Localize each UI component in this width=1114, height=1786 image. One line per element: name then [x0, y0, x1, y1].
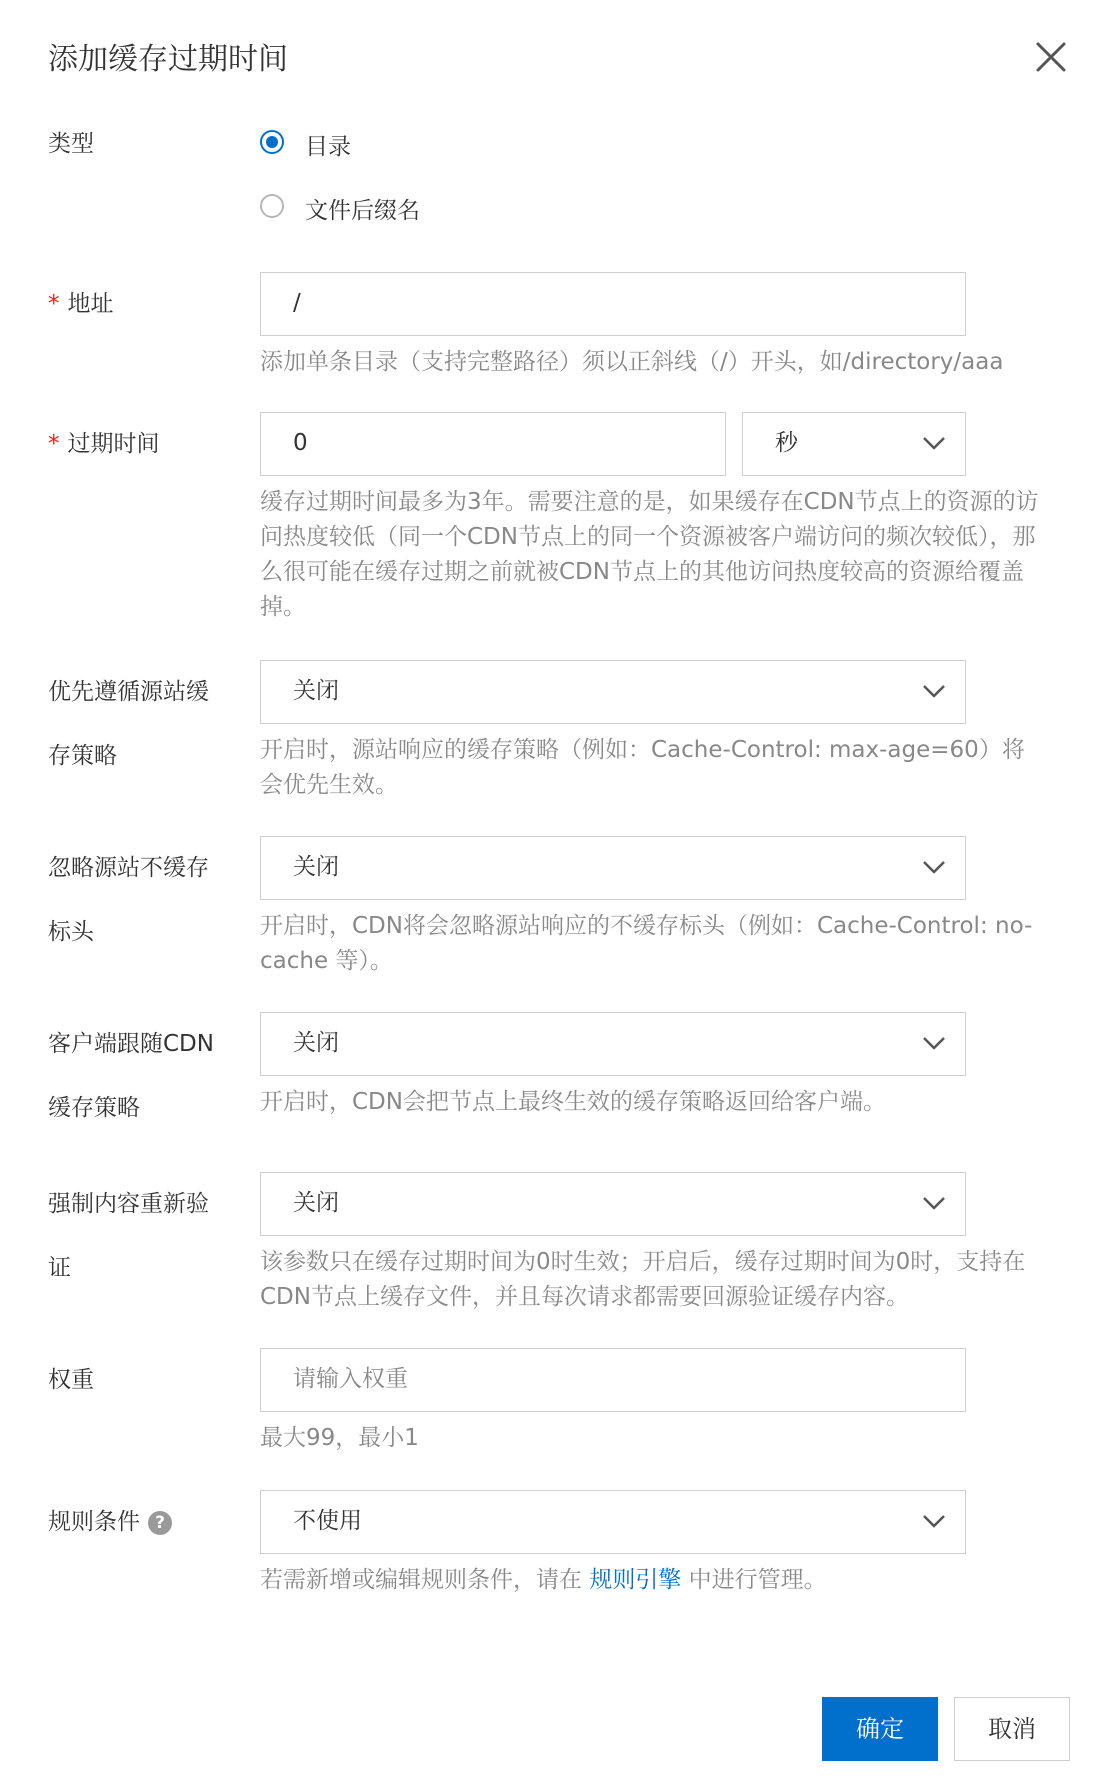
- chevron-down-icon: [921, 1193, 947, 1213]
- origin-priority-select[interactable]: [260, 660, 966, 724]
- close-icon[interactable]: [1034, 40, 1068, 74]
- origin-priority-label-line1: 优先遵循源站缓: [48, 679, 209, 705]
- address-input[interactable]: /: [260, 272, 966, 336]
- chevron-down-icon: [921, 681, 947, 701]
- chevron-down-icon: [921, 857, 947, 877]
- expire-label-text: 过期时间: [67, 431, 160, 457]
- ignore-nocache-select[interactable]: [260, 836, 966, 900]
- rule-condition-help-suffix: 中进行管理。: [681, 1567, 827, 1593]
- confirm-button[interactable]: 确定: [822, 1697, 938, 1761]
- ignore-nocache-label-line2: 标头: [48, 919, 94, 945]
- chevron-down-icon: [921, 1033, 947, 1053]
- address-help: 添加单条目录（支持完整路径）须以正斜线（/）开头，如/directory/aaa: [260, 349, 1004, 375]
- required-mark: *: [48, 431, 60, 457]
- rule-condition-help-prefix: 若需新增或编辑规则条件，请在: [260, 1567, 590, 1593]
- type-label: 类型: [48, 131, 94, 157]
- expire-unit-select[interactable]: [742, 412, 966, 476]
- weight-help: 最大99，最小1: [260, 1425, 419, 1451]
- origin-priority-value: 关闭: [293, 678, 339, 704]
- client-follow-select[interactable]: [260, 1012, 966, 1076]
- force-revalidate-help: 该参数只在缓存过期时间为0时生效；开启后，缓存过期时间为0时，支持在CDN节点上缓存文件，并且每次请求都需要回源验证缓存内容。: [260, 1249, 1026, 1310]
- origin-priority-help: 开启时，源站响应的缓存策略（例如：Cache-Control: max-age=60）将会优先生效。: [260, 737, 1025, 798]
- address-label: [48, 272, 114, 336]
- expire-time-input[interactable]: 0: [260, 412, 726, 476]
- radio-directory[interactable]: [260, 130, 284, 154]
- chevron-down-icon: [921, 433, 947, 453]
- force-revalidate-label-line2: 证: [48, 1255, 71, 1281]
- ignore-nocache-help: 开启时，CDN将会忽略源站响应的不缓存标头（例如：Cache-Control: no-cache 等）。: [260, 913, 1033, 974]
- question-icon[interactable]: ?: [148, 1511, 172, 1535]
- expire-label: [48, 412, 160, 476]
- force-revalidate-label-line1: 强制内容重新验: [48, 1191, 209, 1217]
- expire-unit-value: 秒: [775, 430, 798, 456]
- origin-priority-label-line2: 存策略: [48, 743, 117, 769]
- chevron-down-icon: [921, 1511, 947, 1531]
- rule-condition-select[interactable]: [260, 1490, 966, 1554]
- weight-input[interactable]: 请输入权重: [260, 1348, 966, 1412]
- radio-directory-label[interactable]: 目录: [305, 134, 351, 160]
- ignore-nocache-label-line1: 忽略源站不缓存: [48, 855, 209, 881]
- ignore-nocache-value: 关闭: [293, 854, 339, 880]
- rule-condition-label-text: 规则条件: [48, 1509, 140, 1535]
- address-label-text: 地址: [67, 291, 114, 317]
- rule-condition-value: 不使用: [293, 1508, 362, 1534]
- client-follow-label-line2: 缓存策略: [48, 1095, 140, 1121]
- weight-label: 权重: [48, 1367, 94, 1393]
- rule-engine-link[interactable]: 规则引擎: [589, 1567, 682, 1593]
- client-follow-help: 开启时，CDN会把节点上最终生效的缓存策略返回给客户端。: [260, 1089, 886, 1115]
- cancel-button[interactable]: 取消: [954, 1697, 1070, 1761]
- radio-file-suffix[interactable]: [260, 194, 284, 218]
- radio-file-suffix-label[interactable]: 文件后缀名: [305, 198, 420, 224]
- dialog-title: 添加缓存过期时间: [48, 42, 288, 77]
- force-revalidate-value: 关闭: [293, 1190, 339, 1216]
- force-revalidate-select[interactable]: [260, 1172, 966, 1236]
- expire-help: 缓存过期时间最多为3年。需要注意的是，如果缓存在CDN节点上的资源的访问热度较低（同一个CDN节点上的同一个资源被客户端访问的频次较低），那么很可能在缓存过期之前就被CDN节点上的其他访问热度较高的资源给覆盖掉。: [260, 489, 1039, 620]
- rule-condition-help: [260, 1563, 1040, 1598]
- rule-condition-label: [48, 1490, 172, 1554]
- required-mark: *: [48, 291, 60, 317]
- client-follow-value: 关闭: [293, 1030, 339, 1056]
- client-follow-label-line1: 客户端跟随CDN: [48, 1031, 214, 1057]
